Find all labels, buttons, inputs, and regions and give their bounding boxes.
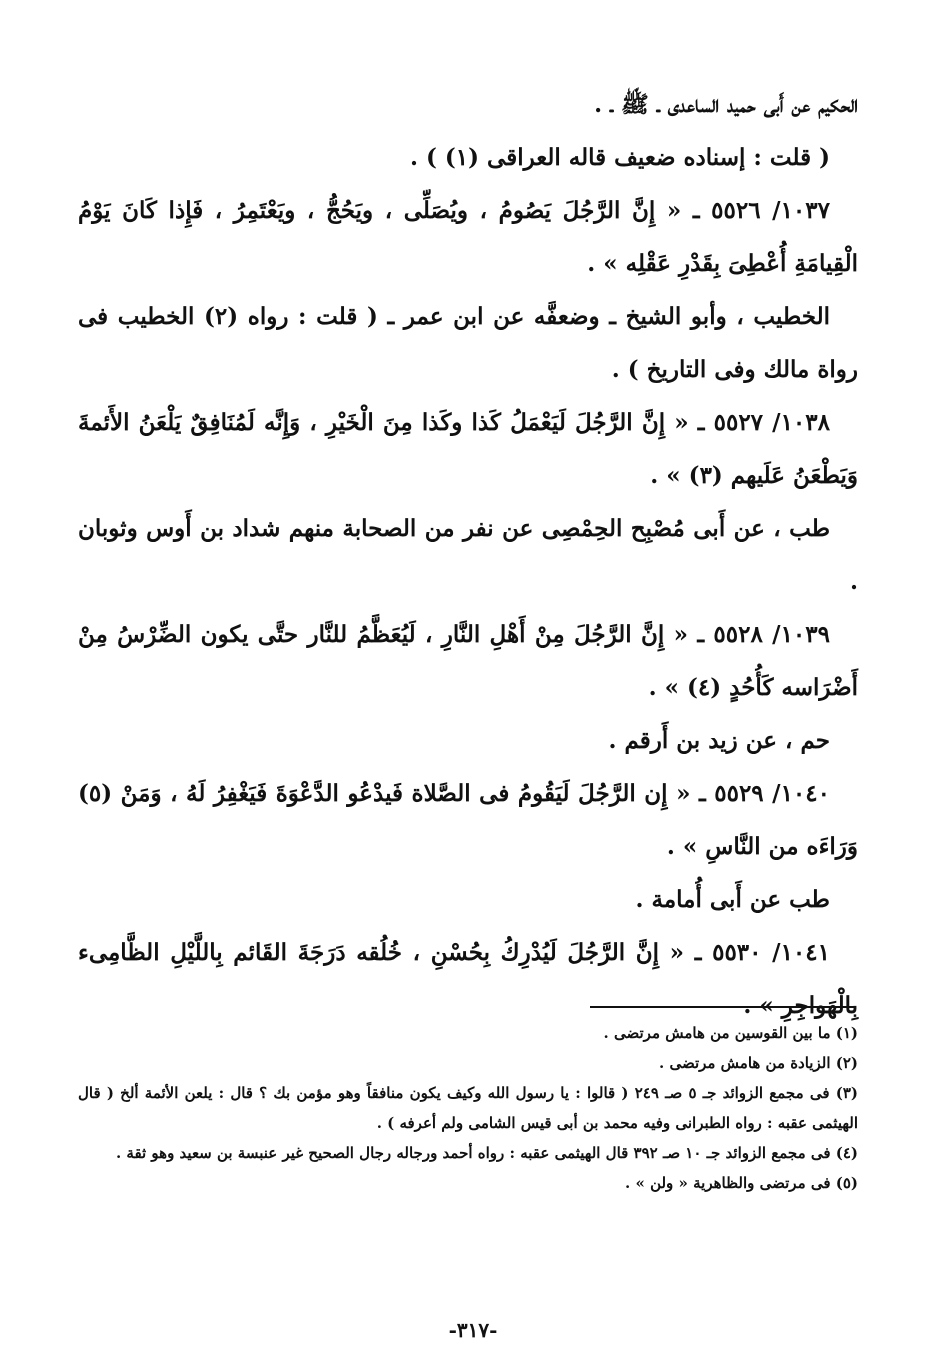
hadith-1041: ١٠٤١/ ٥٥٣٠ ـ « إِنَّ الرَّجُلَ لَيُدْرِكُ بِحُسْنِ ، خُلُقه دَرَجَةَ القَائم بِاللَّيْلِ الظَّامِىء بِالْهَواجِرِ » . xyxy=(78,939,858,1019)
hadith-1039: ١٠٣٩/ ٥٥٢٨ ـ « إِنَّ الرَّجُلَ مِنْ أَهْلِ النَّارِ ، لَيُعَظَّمُ للنَّار حتَّى يكون الضِّرْسُ مِنْ أَضْرَاسه كَأُحُدٍ (٤) » . xyxy=(78,621,858,701)
source-1039: حم ، عن زيد بن أَرقم . xyxy=(608,727,830,754)
page-number: -٣١٧- xyxy=(448,1318,498,1342)
footnote-divider xyxy=(590,1006,856,1008)
source-1040: طب عن أَبى أُمامة . xyxy=(635,886,830,913)
footnote-2: (٢) الزيادة من هامش مرتضى . xyxy=(659,1054,858,1072)
footnote-5: (٥) فى مرتضى والظاهرية « ولن » . xyxy=(625,1174,858,1192)
source-1038: طب ، عن أَبى مُصْبِح الحِمْصِى عن نفر من الصحابة منهم شداد بن أَوس وثوبان . xyxy=(78,515,858,595)
hadith-1038: ١٠٣٨/ ٥٥٢٧ ـ « إِنَّ الرَّجُلَ لَيَعْمَلُ كَذا وكَذا مِنَ الْخَيْرِ ، وَإِنَّه لَمُنَافِقٌ يَلْعَنُ الأَئمةَ وَيَطْعَنُ عَلَيهم (٣) » . xyxy=(78,409,858,489)
hadith-1037: ١٠٣٧/ ٥٥٢٦ ـ « إِنَّ الرَّجُلَ يَصُومُ ، ويُصَلِّى ، ويَحُجُّ ، ويَعْتَمِرُ ، فَإِذا كَانَ يَوْمُ الْقِيامَةِ أُعْطِىَ بِقَدْرِ عَقْلِه » . xyxy=(78,197,858,277)
footnote-4: (٤) فى مجمع الزوائد جـ ١٠ صـ ٣٩٢ قال الهيثمى عقبه : رواه أحمد ورجاله رجال الصحيح غير عنبسة بن سعيد وهو ثقة . xyxy=(115,1144,858,1162)
footnote-1: (١) ما بين القوسين من هامش مرتضى . xyxy=(603,1024,858,1042)
source-1037: الخطيب ، وأبو الشيخ ـ وضعفَّه عن ابن عمر ـ ( قلت : رواه (٢) الخطيب فى رواة مالك وفى التاريخ ) . xyxy=(78,303,858,383)
main-text xyxy=(78,78,858,1032)
footnote-3: (٣) فى مجمع الزوائد جـ ٥ صـ ٢٤٩ ( قالوا : يا رسول الله وكيف يكون منافقاً وهو مؤمن بك ؟ قال : يلعن الأئمة ألخ ( قال الهيثمى عقبه : رواه الطبرانى وفيه محمد بن أبى قيس الشامى ولم أعرفه ) . xyxy=(78,1084,858,1132)
source-line: الحكيم عن أَبى حميد الساعدى ـ ﷺ ـ . xyxy=(594,91,858,118)
editor-note: ( قلت : إسناده ضعيف قاله العراقى (١) ) . xyxy=(409,144,830,171)
footnotes xyxy=(78,1018,858,1198)
hadith-1040: ١٠٤٠/ ٥٥٢٩ ـ « إِن الرَّجُلَ لَيَقُومُ فى الصَّلاة فَيدْعُو الدَّعْوَةَ فَيَغْفِرُ لَهُ ، وَمَنْ (٥) وَرَاءَه من النَّاسِ » . xyxy=(78,780,858,860)
